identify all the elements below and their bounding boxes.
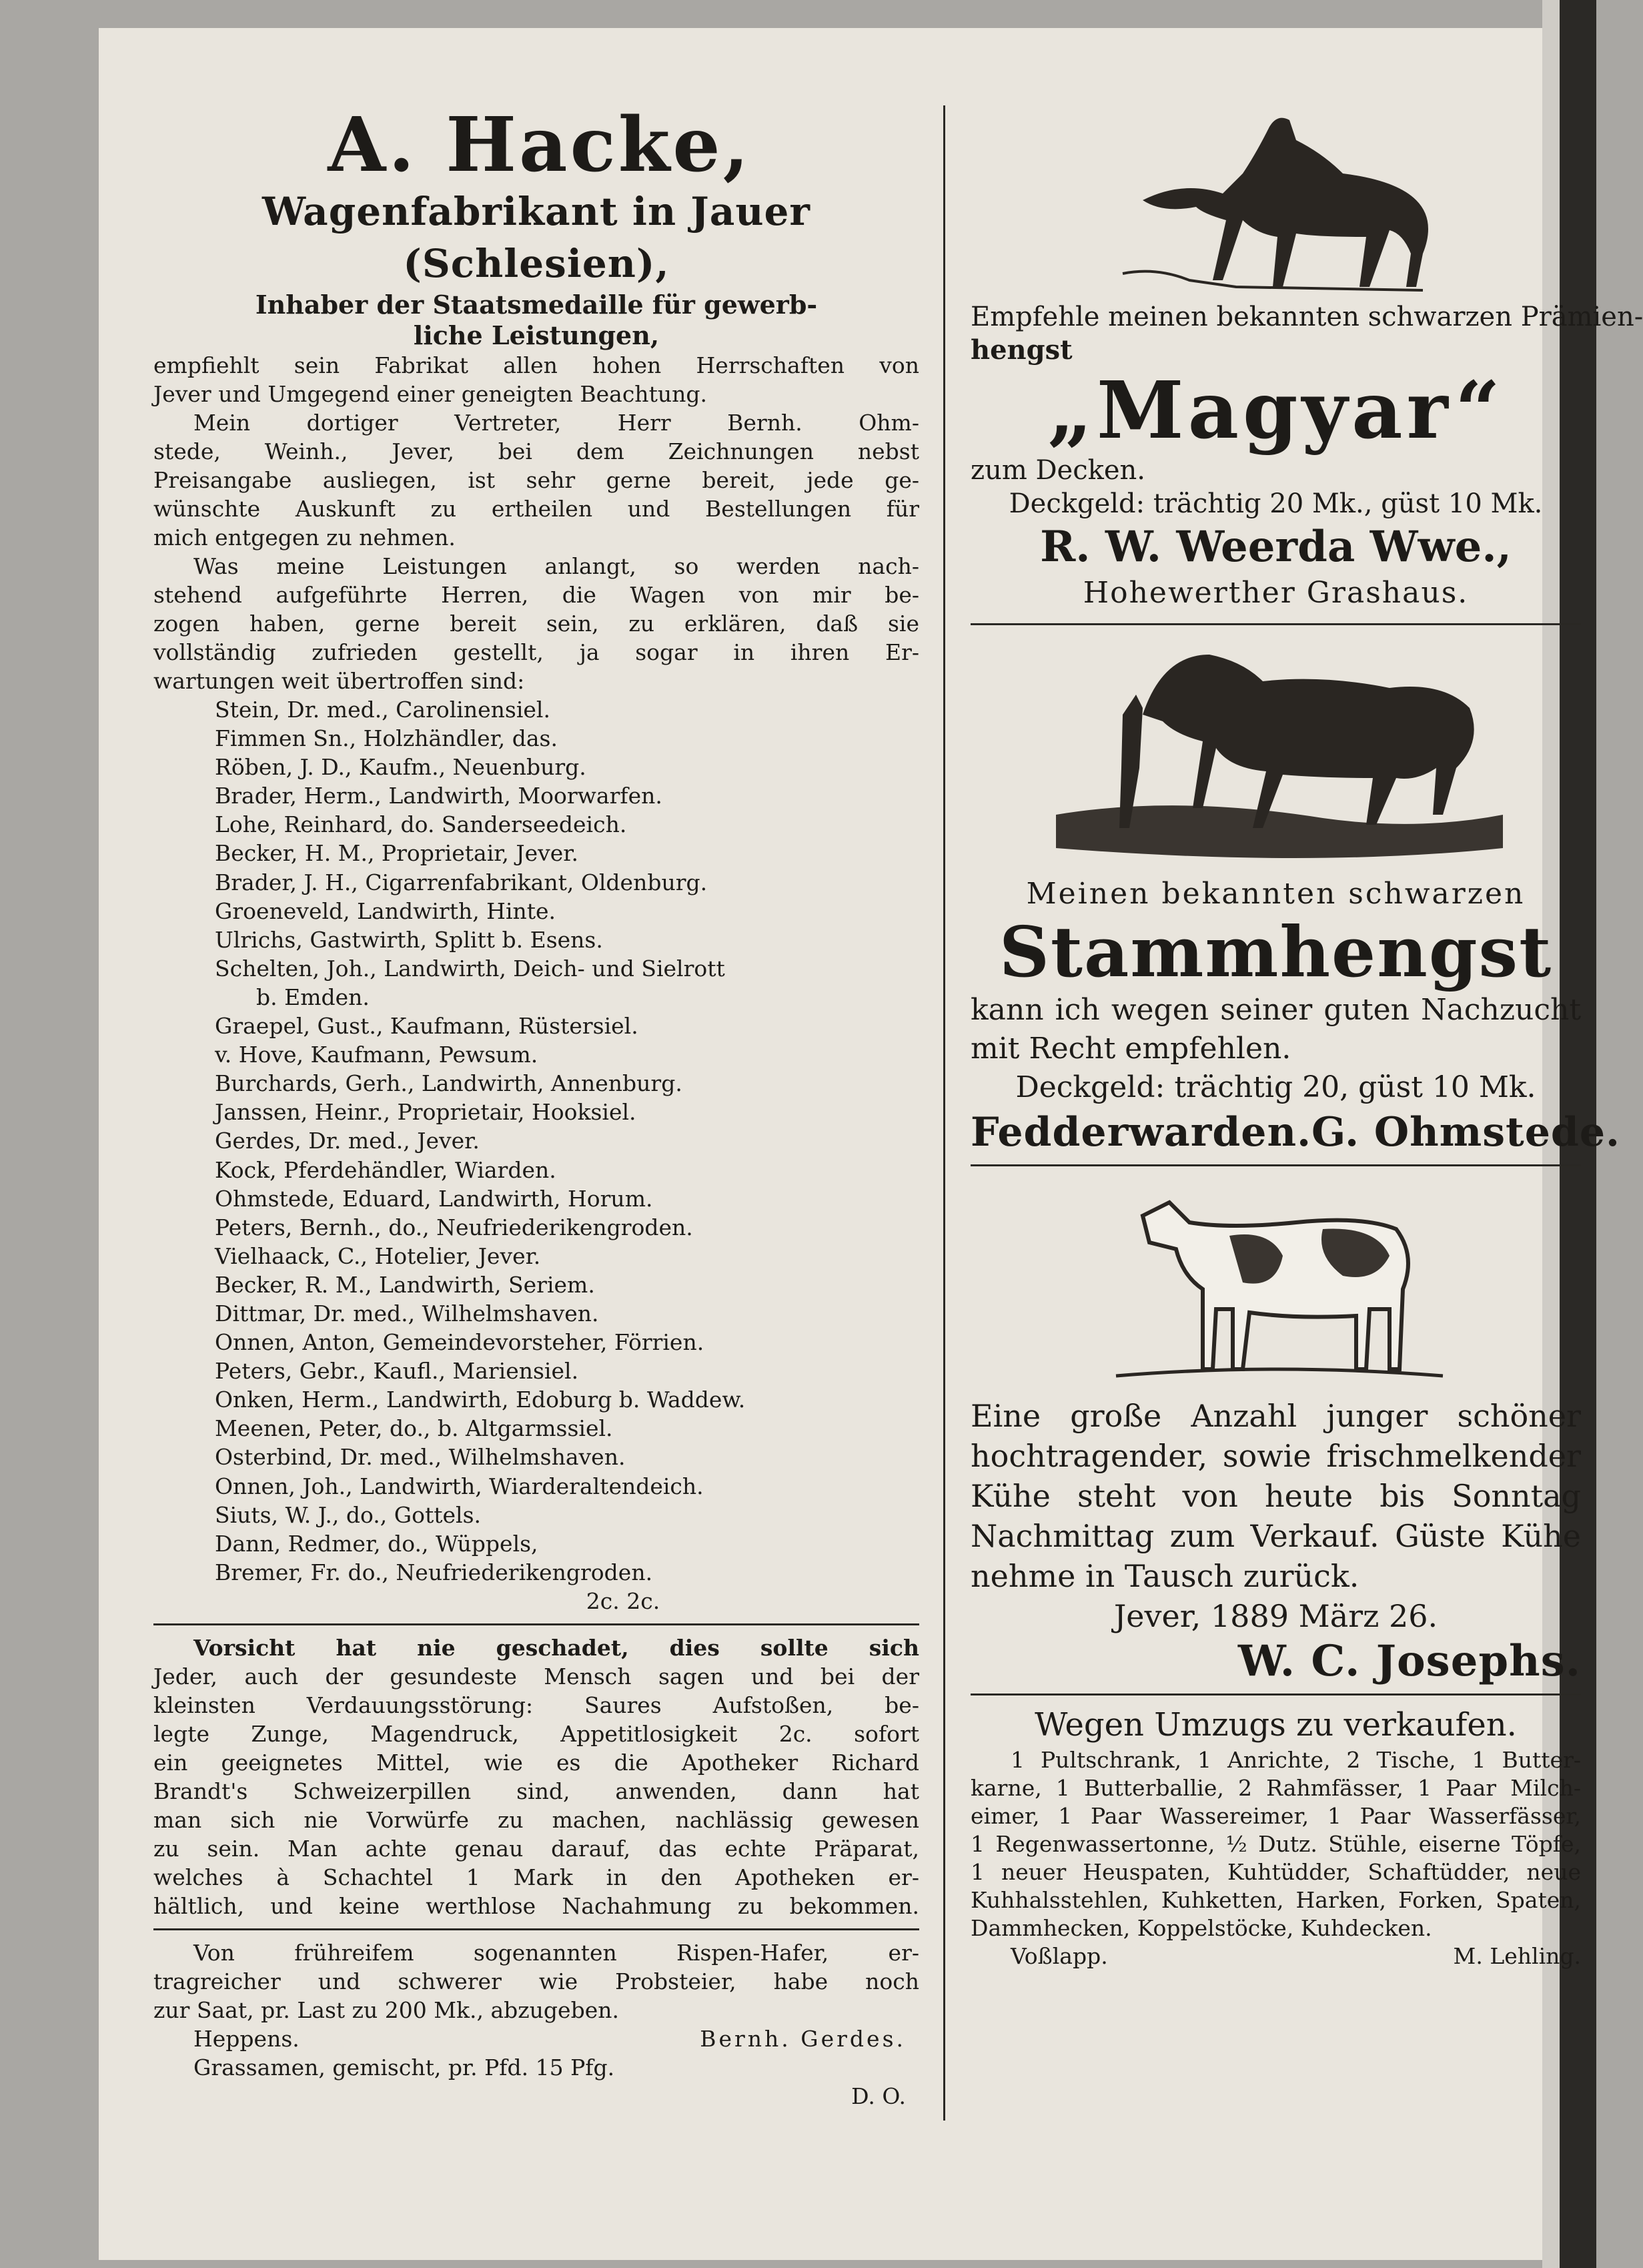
reference-item: Onken, Herm., Landwirth, Edoburg b. Waddew. <box>215 1387 746 1413</box>
text-line: Mein dortiger Vertreter, Herr Bernh. Ohm- <box>193 410 919 436</box>
stammhengst-headline: Stammhengst <box>999 911 1553 993</box>
magyar-place: Hohewerther Grashaus. <box>1083 576 1469 610</box>
hacke-para-2 <box>153 408 919 552</box>
reference-item: Becker, R. M., Landwirth, Seriem. <box>215 1271 595 1298</box>
umzug-signature-row <box>971 1942 1581 1970</box>
text-line: 1 Pultschrank, 1 Anrichte, 2 Tische, 1 Butter- <box>1011 1747 1581 1773</box>
stallion-silhouette <box>1143 655 1474 828</box>
hacke-para-1 <box>153 351 919 408</box>
kuehe-date: Jever, 1889 März 26. <box>1113 1598 1438 1634</box>
hacke-title: A. Hacke, <box>328 101 752 189</box>
umzug-signer: M. Lehling. <box>1453 1943 1581 1969</box>
text-line: hochtragender, sowie frischmelkender <box>971 1438 1581 1474</box>
text-line: ein geeignetes Mittel, wie es die Apotheker Richard <box>153 1749 919 1776</box>
stammhengst-fee: Deckgeld: trächtig 20, güst 10 Mk. <box>1015 1070 1536 1104</box>
text-line: 1 neuer Heuspaten, Kuhtüdder, Schaftüdder, neue <box>971 1859 1581 1885</box>
reference-item: Onnen, Joh., Landwirth, Wiarderaltendeich. <box>215 1473 704 1499</box>
section-rule <box>971 1693 1581 1695</box>
magyar-line-1: zum Decken. <box>971 455 1146 486</box>
stallion-illustration <box>1043 635 1510 875</box>
text-line: Brandt's Schweizerpillen sind, anwenden, dann hat <box>153 1778 919 1804</box>
magyar-intro-2: hengst <box>971 334 1073 366</box>
vorsicht-advertisement <box>153 1633 919 1920</box>
reference-item: Ulrichs, Gastwirth, Splitt b. Esens. <box>215 926 603 953</box>
text-line: zu sein. Man achte genau darauf, das echte Präparat, <box>153 1835 919 1862</box>
text-line: 1 Regenwassertonne, ½ Dutz. Stühle, eiserne Töpfe, <box>971 1831 1581 1857</box>
text-line: tragreicher und schwerer wie Probsteier, habe noch <box>153 1968 919 1994</box>
section-rule <box>153 1928 919 1930</box>
horse-illustration <box>1103 100 1450 300</box>
hacke-owner-line-1: Inhaber der Staatsmedaille für gewerb- <box>255 290 818 320</box>
reference-item: Schelten, Joh., Landwirth, Deich- und Sielrott <box>215 955 725 982</box>
reference-item: Dann, Redmer, do., Wüppels, <box>215 1530 538 1557</box>
umzug-place: Voßlapp. <box>1011 1943 1108 1969</box>
reference-item: Gerdes, Dr. med., Jever. <box>215 1128 480 1154</box>
stammhengst-owner: G. Ohmstede. <box>1311 1109 1620 1156</box>
text-line: Preisangabe ausliegen, ist sehr gerne bereit, jede ge- <box>153 467 919 493</box>
text-line: Eine große Anzahl junger schöner <box>971 1398 1581 1434</box>
reference-item: b. Emden. <box>256 984 370 1010</box>
cow-outline <box>1143 1202 1408 1369</box>
umzug-headline: Wegen Umzugs zu verkaufen. <box>1035 1706 1517 1744</box>
stammhengst-signature-row <box>971 1107 1620 1158</box>
reference-item: Röben, J. D., Kaufm., Neuenburg. <box>215 754 586 781</box>
kuehe-advertisement <box>971 1176 1581 1687</box>
ground-line <box>1123 272 1423 290</box>
umzug-advertisement <box>971 1704 1581 1970</box>
horse-silhouette <box>1143 118 1428 287</box>
stammhengst-line-3: mit Recht empfehlen. <box>971 1032 1291 1066</box>
text-line: stehend aufgeführte Herren, die Wagen von mir be- <box>153 582 919 608</box>
reference-item: Lohe, Reinhard, do. Sanderseedeich. <box>215 811 627 838</box>
section-rule <box>971 623 1581 625</box>
text-line: zur Saat, pr. Last zu 200 Mk., abzugeben. <box>153 1996 619 2023</box>
cow-illustration <box>1096 1176 1456 1396</box>
reference-item: Kock, Pferdehändler, Wiarden. <box>215 1156 556 1183</box>
reference-item: Graepel, Gust., Kaufmann, Rüstersiel. <box>215 1013 638 1040</box>
stammhengst-place: Fedderwarden. <box>971 1109 1311 1156</box>
reference-item: Meenen, Peter, do., b. Altgarmssiel. <box>215 1415 613 1442</box>
text-line: Jeder, auch der gesundeste Mensch sagen und bei der <box>153 1663 919 1689</box>
hacke-para-3 <box>153 552 919 695</box>
text-line: Was meine Leistungen anlangt, so werden nach- <box>193 553 919 579</box>
text-line: eimer, 1 Paar Wassereimer, 1 Paar Wasserfässer, <box>971 1803 1581 1829</box>
text-line: empfiehlt sein Fabrikat allen hohen Herrschaften von <box>153 352 919 378</box>
reference-item: Siuts, W. J., do., Gottels. <box>215 1501 481 1528</box>
reference-list <box>153 695 919 1587</box>
text-line: Jever und Umgegend einer geneigten Beachtung. <box>153 381 707 407</box>
magyar-name: „Magyar“ <box>1047 364 1504 456</box>
text-line: vollständig zufrieden gestellt, ja sogar in ihren Er- <box>153 639 919 665</box>
reference-item: Stein, Dr. med., Carolinensiel. <box>215 697 550 723</box>
grass-line: Grassamen, gemischt, pr. Pfd. 15 Pfg. <box>193 2054 615 2081</box>
reference-item: Groeneveld, Landwirth, Hinte. <box>215 897 556 924</box>
text-line: zogen haben, gerne bereit sein, zu erklären, daß sie <box>153 611 919 637</box>
reference-item: Becker, H. M., Proprietair, Jever. <box>215 840 578 867</box>
right-column <box>971 100 1643 1970</box>
reference-item: Bremer, Fr. do., Neufriederikengroden. <box>215 1559 653 1585</box>
reference-item: Osterbind, Dr. med., Wilhelmshaven. <box>215 1444 626 1471</box>
etc-mark: 2c. 2c. <box>586 1587 660 1614</box>
text-line: wartungen weit übertroffen sind: <box>153 668 525 694</box>
reference-item: Fimmen Sn., Holzhändler, das. <box>215 725 558 752</box>
reference-item: Onnen, Anton, Gemeindevorsteher, Förrien. <box>215 1329 704 1356</box>
stammhengst-line-1: Meinen bekannten schwarzen <box>1026 877 1526 911</box>
reference-item: Burchards, Gerh., Landwirth, Annenburg. <box>215 1070 682 1097</box>
text-line: Nachmittag zum Verkauf. Güste Kühe <box>971 1518 1581 1554</box>
hacke-owner-line-2: liche Leistungen, <box>413 320 660 350</box>
stammhengst-line-2: kann ich wegen seiner guten Nachzucht <box>971 993 1581 1027</box>
magyar-owner: R. W. Weerda Wwe., <box>1040 522 1512 572</box>
reference-item: Peters, Gebr., Kaufl., Mariensiel. <box>215 1358 579 1385</box>
section-rule <box>971 1164 1581 1166</box>
reference-item: Dittmar, Dr. med., Wilhelmshaven. <box>215 1300 599 1327</box>
text-line: hältlich, und keine werthlose Nachahmung zu bekommen. <box>153 1892 919 1919</box>
magyar-intro-1: Empfehle meinen bekannten schwarzen Prämien- <box>971 302 1643 332</box>
text-line: nehme in Tausch zurück. <box>971 1558 1359 1594</box>
hacke-advertisement <box>153 101 919 1615</box>
hafer-signer: Bernh. Gerdes. <box>700 2025 906 2052</box>
hafer-advertisement <box>153 1938 919 2111</box>
reference-item: Brader, Herm., Landwirth, Moorwarfen. <box>215 783 662 809</box>
magyar-advertisement <box>971 100 1643 613</box>
section-rule <box>153 1623 919 1625</box>
grass-signer: D. O. <box>851 2083 906 2109</box>
text-line: karne, 1 Butterballie, 2 Rahmfässer, 1 Paar Milch- <box>971 1775 1581 1801</box>
reference-item: Peters, Bernh., do., Neufriederikengroden. <box>215 1214 693 1240</box>
text-line: man sich nie Vorwürfe zu machen, nachlässig gewesen <box>153 1806 919 1833</box>
text-line: Von frühreifem sogenannten Rispen-Hafer, er- <box>193 1939 919 1966</box>
column-divider <box>943 105 945 2121</box>
hafer-place: Heppens. <box>193 2025 300 2052</box>
kuehe-owner: W. C. Josephs. <box>1237 1636 1581 1686</box>
text-line: wünschte Auskunft zu ertheilen und Bestellungen für <box>153 496 919 522</box>
text-line: stede, Weinh., Jever, bei dem Zeichnungen nebst <box>153 438 919 464</box>
text-line: mich entgegen zu nehmen. <box>153 524 456 550</box>
text-line: kleinsten Verdauungsstörung: Saures Aufstoßen, be- <box>153 1691 919 1718</box>
hacke-subtitle: Wagenfabrikant in Jauer (Schlesien), <box>262 189 810 286</box>
text-line: Dammhecken, Koppelstöcke, Kuhdecken. <box>971 1915 1432 1941</box>
left-column <box>153 101 919 2111</box>
reference-item: Brader, J. H., Cigarrenfabrikant, Oldenburg. <box>215 869 708 895</box>
reference-item: Ohmstede, Eduard, Landwirth, Horum. <box>215 1185 653 1212</box>
stammhengst-advertisement <box>971 635 1620 1158</box>
reference-item: v. Hove, Kaufmann, Pewsum. <box>215 1042 538 1068</box>
magyar-fee: Deckgeld: trächtig 20 Mk., güst 10 Mk. <box>1009 488 1543 519</box>
text-line: legte Zunge, Magendruck, Appetitlosigkeit 2c. sofort <box>153 1720 919 1747</box>
text-line: Kuhhalsstehlen, Kuhketten, Harken, Forken, Spaten, <box>971 1887 1581 1913</box>
text-line: Vorsicht hat nie geschadet, dies sollte sich <box>193 1634 919 1661</box>
reference-item: Vielhaack, C., Hotelier, Jever. <box>215 1242 541 1269</box>
text-line: welches à Schachtel 1 Mark in den Apotheken er- <box>153 1864 919 1890</box>
reference-item: Janssen, Heinr., Proprietair, Hooksiel. <box>215 1099 636 1126</box>
text-line: Kühe steht von heute bis Sonntag <box>971 1478 1581 1514</box>
hafer-signature-row <box>153 2024 919 2053</box>
